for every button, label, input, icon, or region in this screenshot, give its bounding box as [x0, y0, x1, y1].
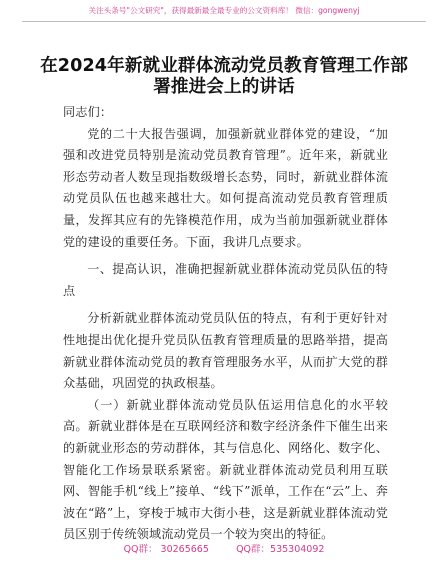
document-title	[30, 56, 418, 98]
document-body	[63, 102, 388, 546]
paragraph-point-1: （一）新就业群体流动党员队伍运用信息化的水平较高。新就业群体是在互联网经济和数字经济条件下催生出来的新就业形态的劳动群体，其与信息化、网络化、数字化、智能化工作场景联系紧密。新就业群体流动党员利用互联网、智能手机“线上”接单、“线下”派单，工作在“云”上、奔波在“路”上，穿梭于城市大街小巷，这是新就业群体流动党员区别于传统领域流动党员一个较为突出的特征。	[63, 397, 388, 542]
greeting: 同志们：	[63, 105, 113, 119]
page-header-promo: 关注头条号"公文研究"，获得最新最全最专业的公文资料库！ 微信：gongwenyj	[88, 6, 360, 15]
paragraph-intro: 党的二十大报告强调，加强新就业群体党的建设，“加强和改进党员特别是流动党员教育管理”。近年来，新就业形态劳动者人数呈现指数级增长态势，同时，新就业群体流动党员队伍也越来越壮大。如何提高流动党员教育管理质量，发挥其应有的先锋模范作用，成为当前加强新就业群体党的建设的重要任务。下面，我讲几点要求。	[63, 126, 388, 249]
header-divider	[22, 21, 426, 22]
title-line-2: 署推进会上的讲话	[153, 77, 295, 97]
title-line-1: 在2024年新就业群体流动党员教育管理工作部	[40, 56, 408, 76]
paragraph-analysis: 分析新就业群体流动党员队伍的特点，有利于更好针对性地提出优化提升党员队伍教育管理质量的思路举措，提高新就业群体流动党员的教育管理服务水平，从而扩大党的群众基础，巩固党的执政根基。	[63, 311, 388, 391]
section-heading-1: 一、提高认识，准确把握新就业群体流动党员队伍的特点	[63, 262, 388, 298]
page-footer-qq: QQ群： 30265665 QQ群：535304092	[123, 544, 325, 555]
